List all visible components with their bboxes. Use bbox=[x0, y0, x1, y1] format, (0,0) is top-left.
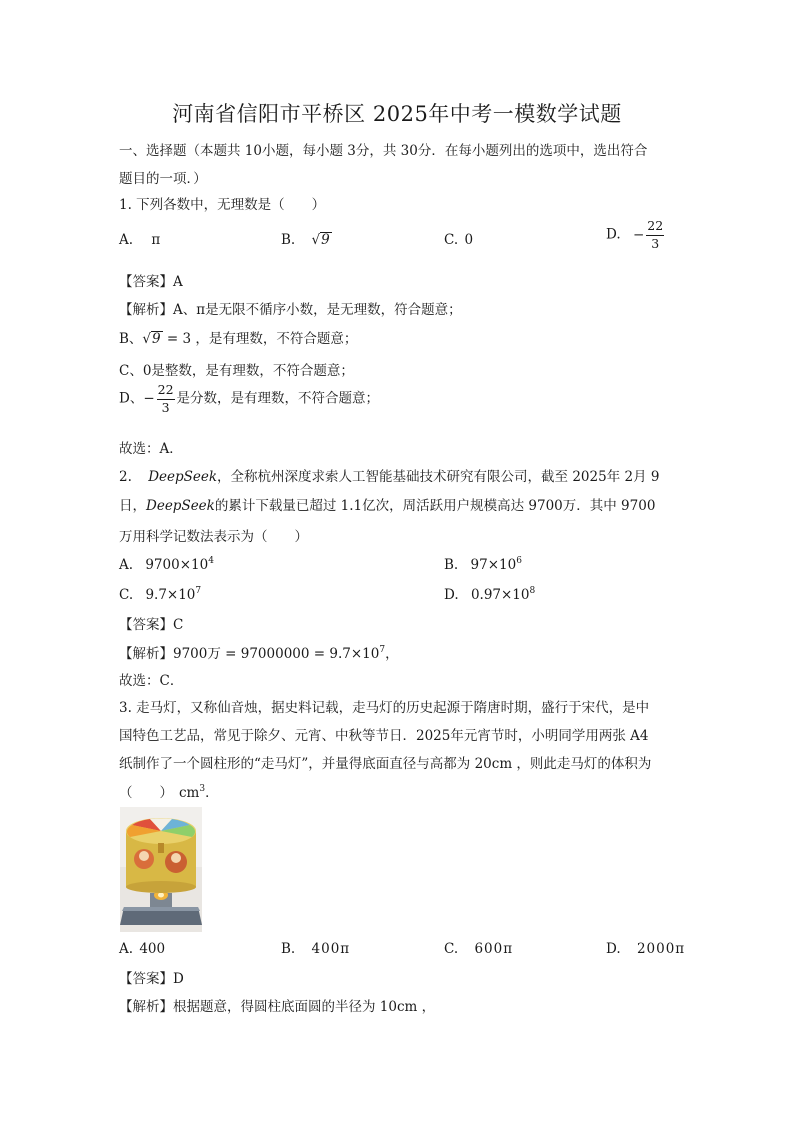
q3-option-c: C. 600π bbox=[444, 941, 514, 957]
lantern-figure-face bbox=[139, 851, 149, 861]
q1-option-b: B. √9 bbox=[281, 232, 330, 248]
q2-analysis: 【解析】9700万 = $97000000 = 9.7\times 10^7$， bbox=[119, 645, 399, 662]
lantern-bottom-rim bbox=[126, 881, 196, 893]
q3-stem-line4: （ ） $cm^3$． bbox=[119, 784, 219, 801]
q2-option-b: B. $97\times 10^6$ bbox=[444, 556, 522, 573]
q1-analysis-b: B、√9 = 3 ，是有理数，不符合题意； bbox=[119, 331, 358, 347]
q1-analysis-c: C、0是整数，是有理数，不符合题意； bbox=[119, 363, 354, 379]
lantern-ornament bbox=[158, 843, 164, 853]
q2-stem-line1: 2. DeepSeek，全称杭州深度求索人工智能基础技术研究有限公司，截至 2025年 2月 9 bbox=[119, 469, 660, 485]
q1-option-a: A. π bbox=[119, 232, 161, 248]
q2-option-c: C. $9.7\times 10^7$ bbox=[119, 586, 202, 603]
q3-option-d: D. 2000π bbox=[606, 941, 686, 957]
q3-stem-line3: 纸制作了一个圆柱形的“走马灯”，并量得底面直径与高都为 20cm ，则此走马灯的体积为 bbox=[119, 756, 652, 772]
q3-option-b: B. 400π bbox=[281, 941, 351, 957]
q1-conclusion: 故选：A． bbox=[119, 441, 183, 457]
section-heading-line1: 一、选择题（本题共 10小题，每小题 3分，共 30分．在每小题列出的选项中，选出符合 bbox=[119, 143, 648, 159]
q2-stem-line2: 日，DeepSeek的累计下载量已超过 1.1亿次，周活跃用户规模高达 9700万．其中 9700 bbox=[119, 498, 656, 514]
q2-option-d: D. $0.97\times 10^8$ bbox=[444, 586, 536, 603]
lantern-base-top bbox=[122, 907, 200, 911]
q1-analysis-a: 【解析】A、π是无限不循序小数，是无理数，符合题意； bbox=[119, 302, 462, 318]
q3-option-a: A. 400 bbox=[119, 941, 166, 957]
q2-conclusion: 故选：C． bbox=[119, 673, 184, 689]
q2-answer: 【答案】C bbox=[119, 617, 184, 633]
q3-analysis: 【解析】根据题意，得圆柱底面圆的半径为 10cm ， bbox=[119, 999, 436, 1015]
q3-stem-line1: 3. 走马灯，又称仙音烛，据史料记载，走马灯的历史起源于隋唐时期，盛行于宋代，是中 bbox=[119, 700, 650, 716]
lantern-photo bbox=[120, 807, 202, 932]
q1-analysis-d: D、− $\frac{22}{3}$ 是分数，是有理数，不符合题意； bbox=[119, 382, 380, 415]
page-title: 河南省信阳市平桥区 2025年中考一模数学试题 bbox=[172, 102, 622, 126]
lantern-figure-face bbox=[171, 853, 181, 863]
fraction: $\frac{22}{3}$ bbox=[157, 382, 174, 415]
q2-stem-line3: 万用科学记数法表示为（ ） bbox=[119, 529, 308, 545]
q3-answer: 【答案】D bbox=[119, 971, 184, 987]
q1-stem: 1. 下列各数中，无理数是（ ） bbox=[119, 197, 326, 213]
candle-flame-core bbox=[158, 893, 164, 898]
q1-option-c: C. 0 bbox=[444, 232, 474, 248]
section-heading-line2: 题目的一项．） bbox=[119, 171, 207, 187]
q1-option-d: D. − $\frac{22}{3}$ bbox=[606, 218, 664, 251]
q1-answer: 【答案】A bbox=[119, 274, 183, 290]
sqrt-expression: √9 bbox=[142, 331, 161, 347]
sqrt-expression: √9 bbox=[311, 232, 330, 248]
q2-option-a: A. $9700\times 10^4$ bbox=[119, 556, 214, 573]
q3-stem-line2: 国特色工艺品，常见于除夕、元宵、中秋等节日．2025年元宵节时，小明同学用两张 A4 bbox=[119, 728, 649, 744]
fraction: $\frac{22}{3}$ bbox=[647, 218, 664, 251]
